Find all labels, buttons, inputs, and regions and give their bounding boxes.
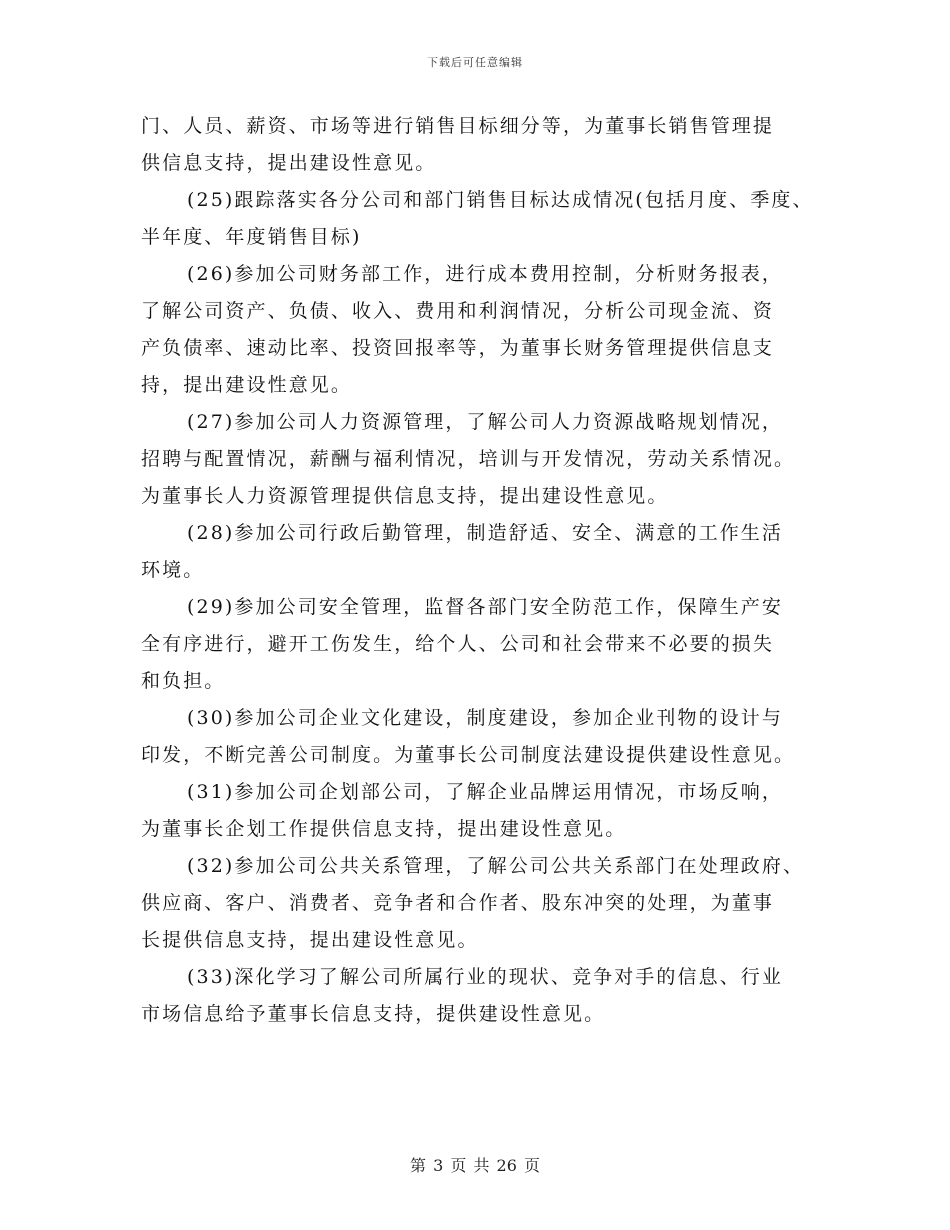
paragraph-line: (33)深化学习了解公司所属行业的现状、竞争对手的信息、行业 bbox=[187, 966, 784, 988]
page-number: 第 3 页 共 26 页 bbox=[410, 1156, 540, 1175]
paragraph-line: (25)跟踪落实各分公司和部门销售目标达成情况(包括月度、季度、 bbox=[187, 189, 814, 211]
paragraph-line: 了解公司资产、负债、收入、费用和利润情况，分析公司现金流、资 bbox=[141, 300, 775, 322]
paragraph-item-28 bbox=[141, 515, 821, 589]
paragraph-line: 全有序进行，避开工伤发生，给个人、公司和社会带来不必要的损失 bbox=[141, 633, 775, 655]
paragraph-line: 长提供信息支持，提出建设性意见。 bbox=[141, 929, 479, 951]
paragraph-item-27 bbox=[141, 404, 821, 515]
paragraph-line: 和负担。 bbox=[141, 670, 226, 692]
paragraph-line: (29)参加公司安全管理，监督各部门安全防范工作，保障生产安 bbox=[187, 596, 784, 618]
page-header: 下载后可任意编辑 bbox=[427, 56, 523, 69]
paragraph-item-26 bbox=[141, 256, 821, 404]
paragraph-line: 环境。 bbox=[141, 559, 205, 581]
paragraph-line: 为董事长企划工作提供信息支持，提出建设性意见。 bbox=[141, 818, 627, 840]
paragraph-line: 供应商、客户、消费者、竞争者和合作者、股东冲突的处理，为董事 bbox=[141, 892, 775, 914]
paragraph-item-31 bbox=[141, 774, 821, 848]
paragraph-line: (28)参加公司行政后勤管理，制造舒适、安全、满意的工作生活 bbox=[187, 522, 784, 544]
paragraph-line: 印发，不断完善公司制度。为董事长公司制度法建设提供建设性意见。 bbox=[141, 744, 796, 766]
paragraph-line: (27)参加公司人力资源管理，了解公司人力资源战略规划情况， bbox=[187, 411, 784, 433]
paragraph-line: 招聘与配置情况，薪酬与福利情况，培训与开发情况，劳动关系情况。 bbox=[141, 448, 796, 470]
document-body bbox=[141, 108, 821, 1033]
paragraph-line: 门、人员、薪资、市场等进行销售目标细分等，为董事长销售管理提 bbox=[141, 115, 775, 137]
paragraph-item-32 bbox=[141, 848, 821, 959]
paragraph-line: (30)参加公司企业文化建设，制度建设，参加企业刊物的设计与 bbox=[187, 707, 784, 729]
paragraph-item-25 bbox=[141, 182, 821, 256]
paragraph-item-29 bbox=[141, 589, 821, 700]
paragraph-item-30 bbox=[141, 700, 821, 774]
paragraph-line: 市场信息给予董事长信息支持，提供建设性意见。 bbox=[141, 1003, 606, 1025]
paragraph-line: 供信息支持，提出建设性意见。 bbox=[141, 152, 437, 174]
paragraph-line: 产负债率、速动比率、投资回报率等，为董事长财务管理提供信息支 bbox=[141, 337, 775, 359]
paragraph-line: 为董事长人力资源管理提供信息支持，提出建设性意见。 bbox=[141, 485, 669, 507]
paragraph-item-33 bbox=[141, 959, 821, 1033]
paragraph-line: 持，提出建设性意见。 bbox=[141, 374, 353, 396]
paragraph-continuation bbox=[141, 108, 821, 182]
paragraph-line: (32)参加公司公共关系管理，了解公司公共关系部门在处理政府、 bbox=[187, 855, 805, 877]
paragraph-line: (31)参加公司企划部公司，了解企业品牌运用情况，市场反响， bbox=[187, 781, 784, 803]
paragraph-line: (26)参加公司财务部工作，进行成本费用控制，分析财务报表， bbox=[187, 263, 784, 285]
paragraph-line: 半年度、年度销售目标) bbox=[141, 226, 362, 248]
